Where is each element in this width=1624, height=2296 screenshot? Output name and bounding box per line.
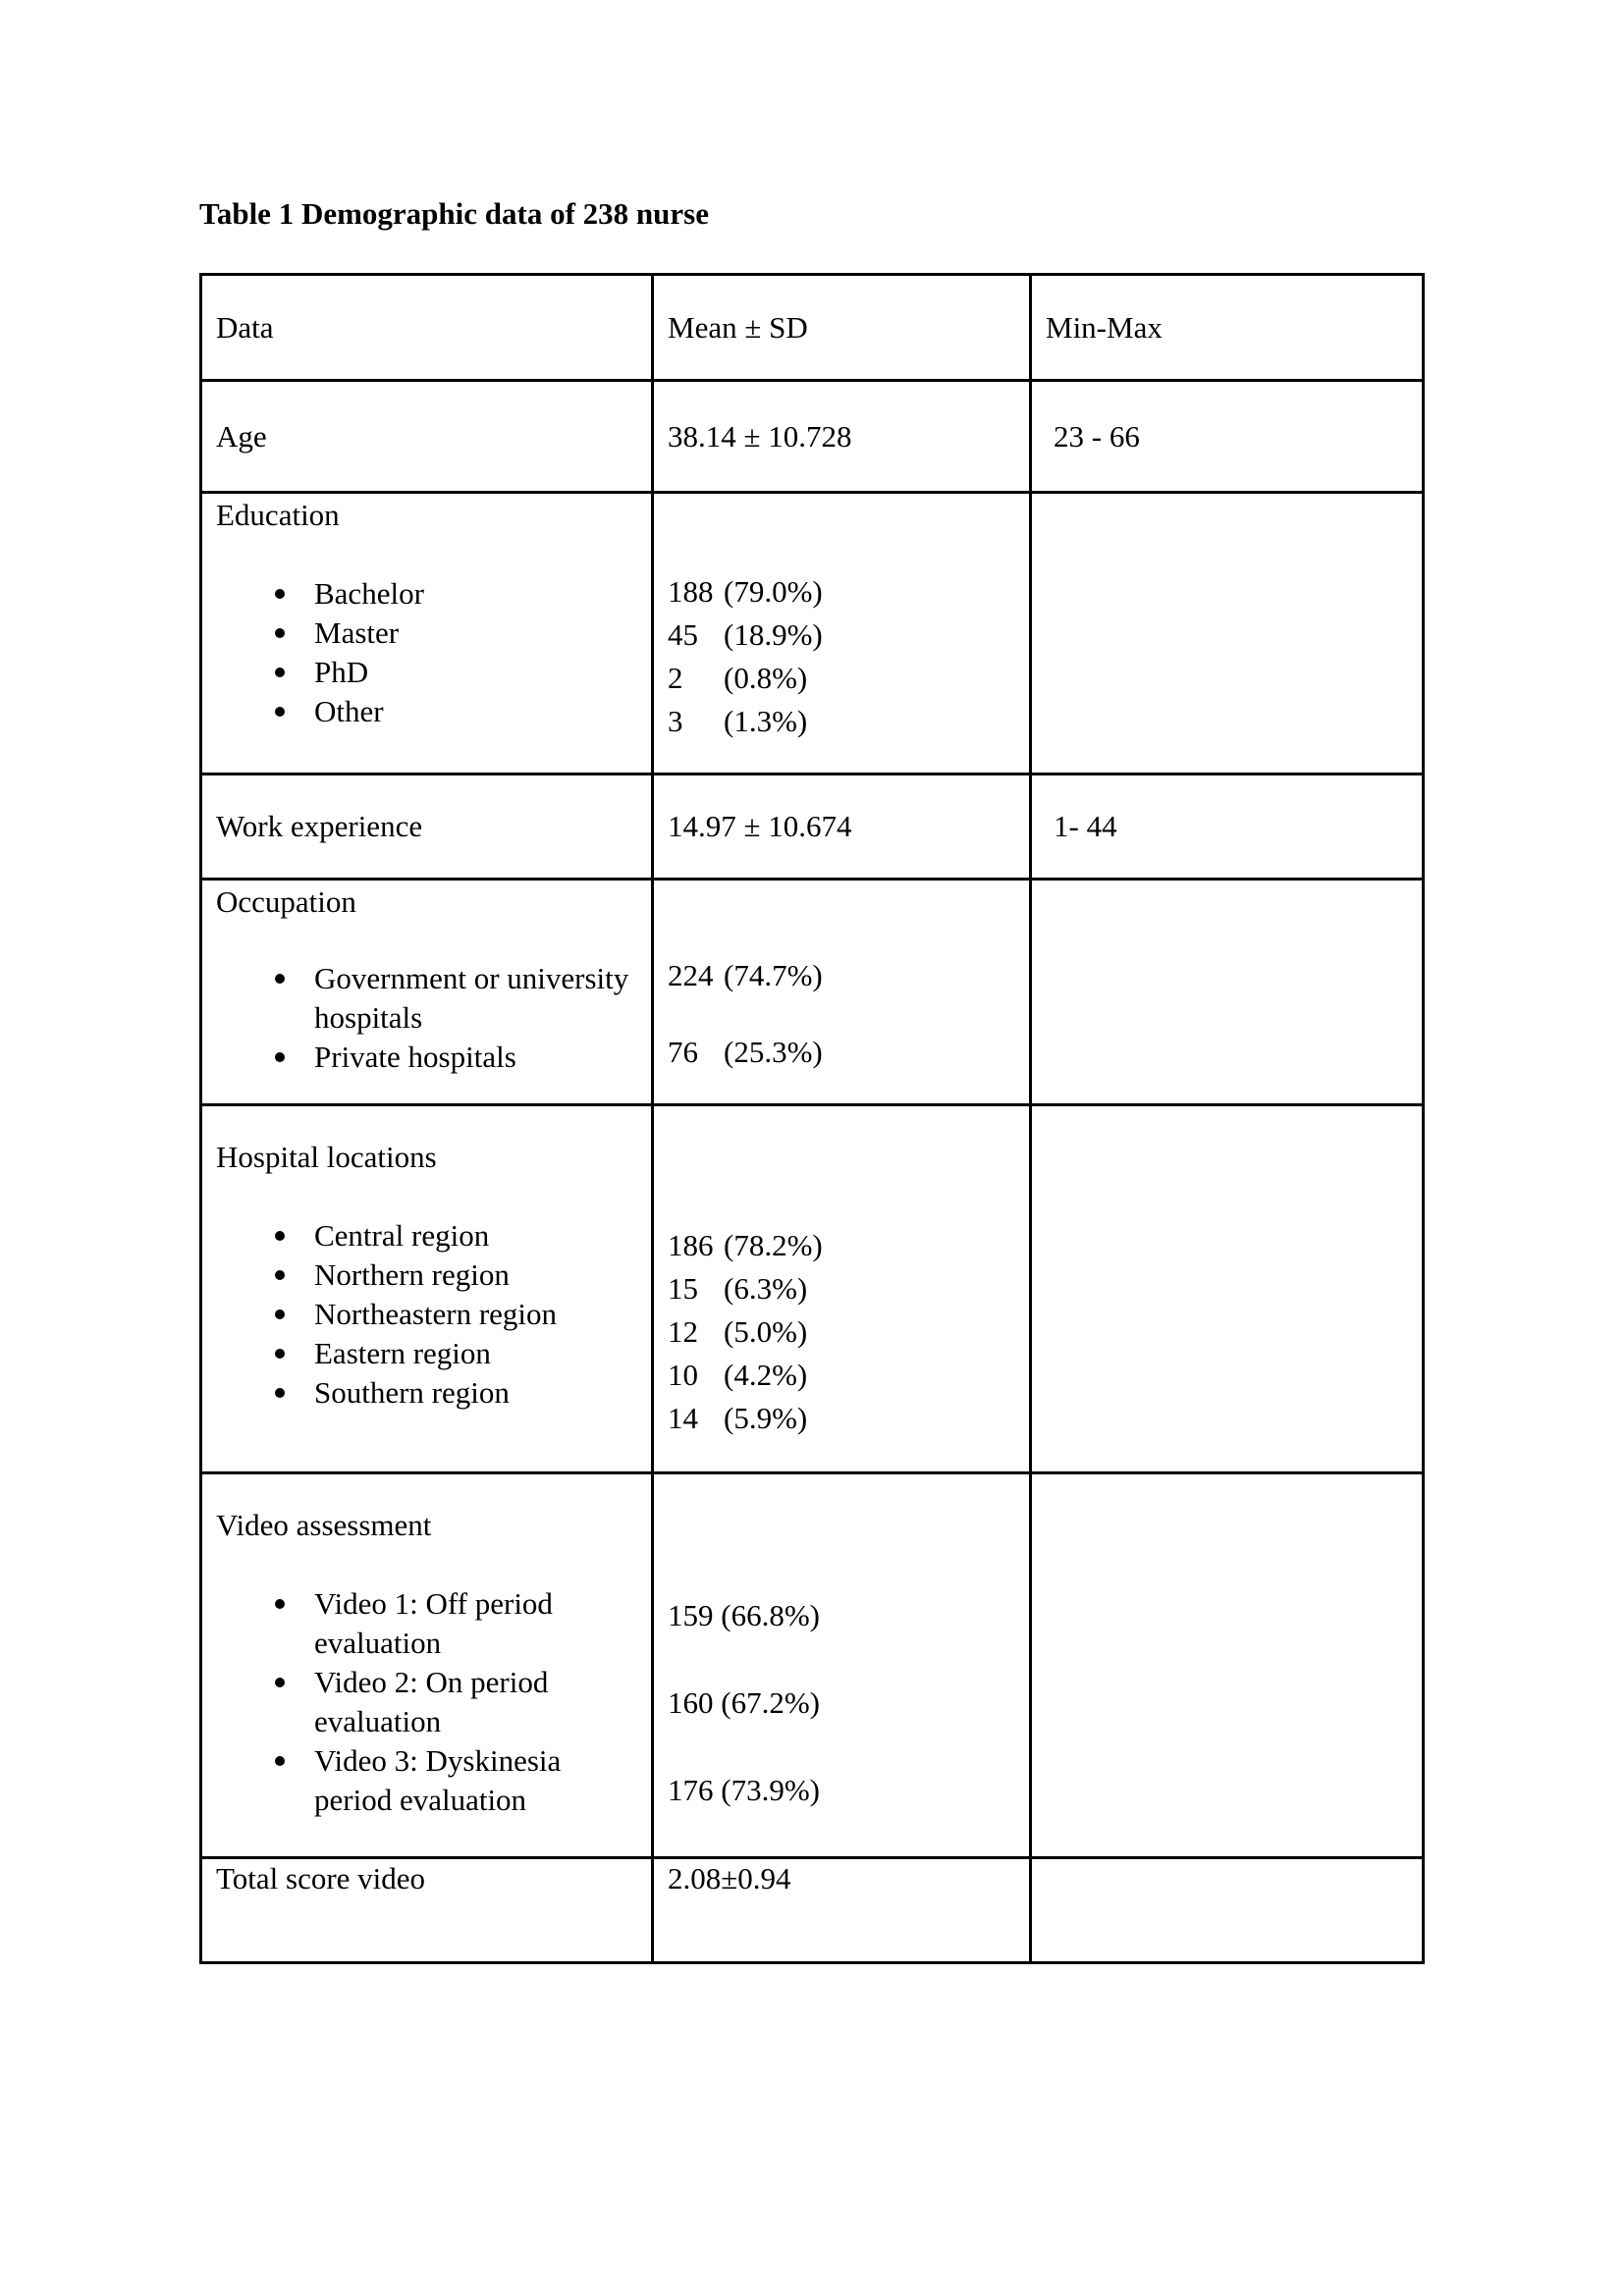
bullet-icon — [275, 974, 285, 984]
value-item: 224 (74.7%) — [668, 958, 823, 992]
bullet-icon — [275, 1756, 285, 1766]
bullet-icon — [275, 1309, 285, 1319]
video-values — [668, 1594, 1015, 1812]
work-label: Work experience — [201, 774, 653, 880]
age-label: Age — [201, 381, 653, 493]
value-item: 176 (73.9%) — [668, 1773, 820, 1807]
value-item: 188 (79.0%) — [668, 574, 823, 609]
table-row-hospital-locations — [201, 1105, 1424, 1473]
value-item: 12 (5.0%) — [668, 1314, 808, 1349]
list-item: Central region — [216, 1216, 637, 1255]
list-item: Bachelor — [216, 574, 637, 614]
age-range: 23 - 66 — [1031, 381, 1424, 493]
header-min-max: Min-Max — [1031, 275, 1424, 381]
table-row-work-experience — [201, 774, 1424, 880]
value-item: 15 (6.3%) — [668, 1271, 808, 1306]
bullet-icon — [275, 1052, 285, 1062]
work-range: 1- 44 — [1031, 774, 1424, 880]
video-label: Video assessment — [216, 1508, 432, 1542]
list-item: Video 1: Off period evaluation — [216, 1584, 637, 1663]
locations-values — [668, 1224, 1015, 1440]
table-header-row — [201, 275, 1424, 381]
list-item: Southern region — [216, 1373, 637, 1413]
video-list — [216, 1584, 637, 1820]
locations-label: Hospital locations — [216, 1140, 437, 1174]
video-cell — [201, 1473, 653, 1858]
locations-range-cell — [1031, 1105, 1424, 1473]
value-item: 160 (67.2%) — [668, 1685, 820, 1720]
video-range-cell — [1031, 1473, 1424, 1858]
education-range-cell — [1031, 493, 1424, 774]
bullet-icon — [275, 667, 285, 677]
bullet-icon — [275, 1349, 285, 1359]
bullet-icon — [275, 589, 285, 599]
list-item: Government or university hospitals — [216, 959, 637, 1038]
education-list — [216, 574, 637, 731]
locations-cell — [201, 1105, 653, 1473]
bullet-icon — [275, 1231, 285, 1241]
value-item: 14 (5.9%) — [668, 1401, 808, 1435]
education-cell — [201, 493, 653, 774]
bullet-icon — [275, 628, 285, 638]
bullet-icon — [275, 1388, 285, 1398]
occupation-values — [668, 954, 1015, 1074]
value-item: 10 (4.2%) — [668, 1358, 808, 1392]
bullet-icon — [275, 1270, 285, 1280]
occupation-label: Occupation — [216, 884, 356, 919]
list-item: Private hospitals — [216, 1038, 637, 1077]
list-item: Master — [216, 614, 637, 653]
list-item: Other — [216, 692, 637, 731]
bullet-icon — [275, 1599, 285, 1609]
header-mean-sd: Mean ± SD — [653, 275, 1031, 381]
header-data: Data — [201, 275, 653, 381]
total-range — [1031, 1858, 1424, 1963]
list-item: Northeastern region — [216, 1295, 637, 1334]
table-caption: Table 1 Demographic data of 238 nurse — [199, 196, 709, 231]
value-item: 159 (66.8%) — [668, 1598, 820, 1632]
list-item: Video 3: Dyskinesia period evaluation — [216, 1741, 637, 1820]
total-mean: 2.08±0.94 — [653, 1858, 1031, 1963]
occupation-values-cell — [653, 880, 1031, 1105]
video-values-cell — [653, 1473, 1031, 1858]
value-item: 2 (0.8%) — [668, 661, 808, 695]
education-label: Education — [216, 498, 340, 532]
age-mean: 38.14 ± 10.728 — [653, 381, 1031, 493]
locations-list — [216, 1216, 637, 1413]
work-mean: 14.97 ± 10.674 — [653, 774, 1031, 880]
table-row-education — [201, 493, 1424, 774]
demographic-table — [199, 273, 1425, 1964]
bullet-icon — [275, 707, 285, 717]
value-item: 186 (78.2%) — [668, 1228, 823, 1262]
table-row-age — [201, 381, 1424, 493]
value-item: 45 (18.9%) — [668, 617, 823, 652]
value-item: 3 (1.3%) — [668, 704, 808, 738]
list-item: PhD — [216, 653, 637, 692]
education-values — [668, 570, 1015, 743]
occupation-range-cell — [1031, 880, 1424, 1105]
table-row-video-assessment — [201, 1473, 1424, 1858]
occupation-list — [216, 959, 637, 1077]
bullet-icon — [275, 1678, 285, 1687]
list-item: Northern region — [216, 1255, 637, 1295]
value-item: 76 (25.3%) — [668, 1035, 823, 1069]
table-row-total-score — [201, 1858, 1424, 1963]
total-label: Total score video — [201, 1858, 653, 1963]
occupation-cell — [201, 880, 653, 1105]
list-item: Video 2: On period evaluation — [216, 1663, 637, 1741]
education-values-cell — [653, 493, 1031, 774]
locations-values-cell — [653, 1105, 1031, 1473]
list-item: Eastern region — [216, 1334, 637, 1373]
table-row-occupation — [201, 880, 1424, 1105]
